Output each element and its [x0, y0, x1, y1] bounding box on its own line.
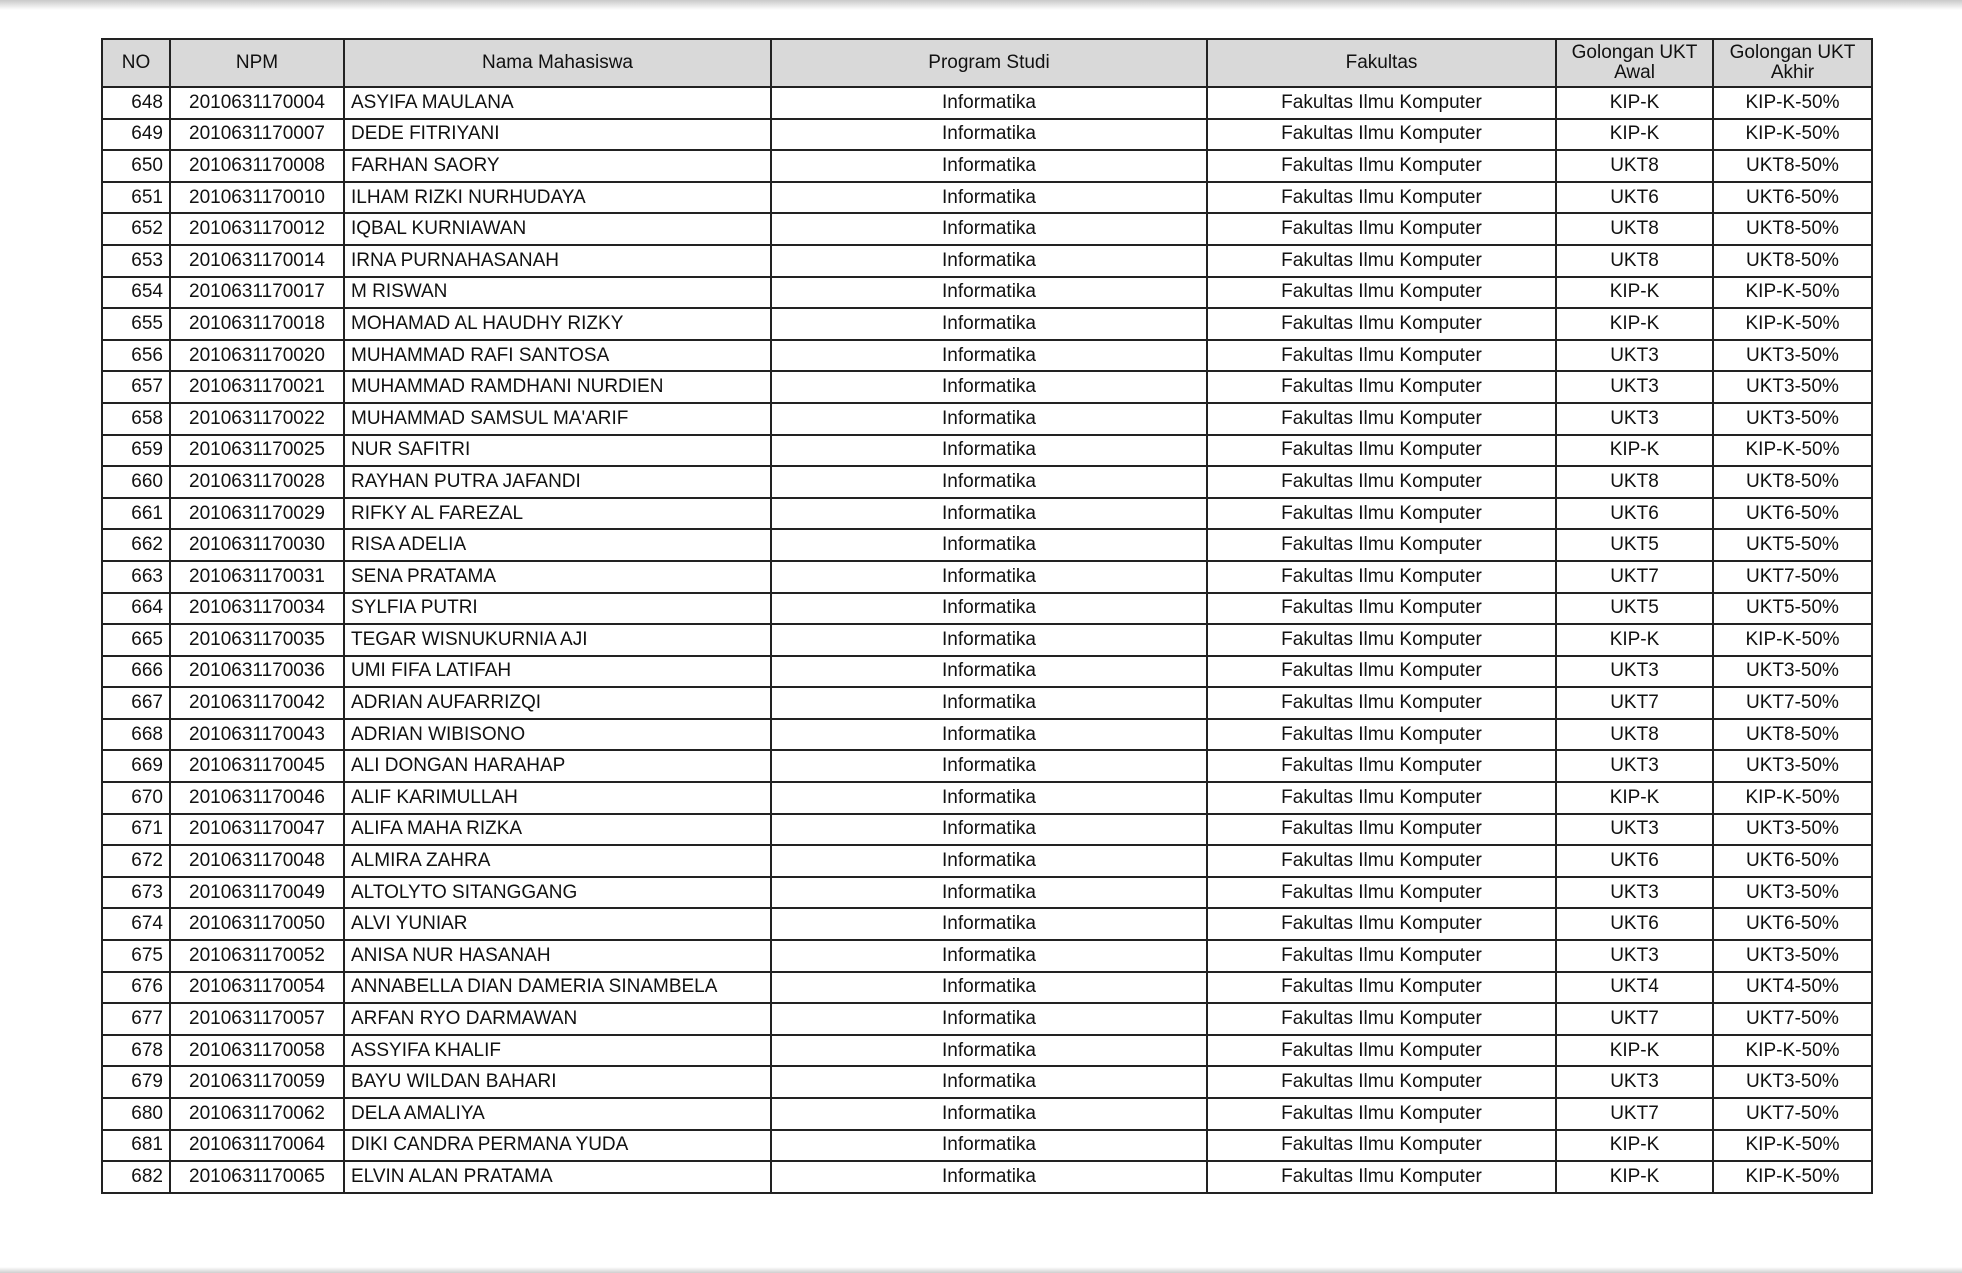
table-row [102, 940, 1872, 972]
cell-npm: 2010631170021 [170, 371, 344, 403]
table-body [102, 87, 1872, 1193]
cell-npm: 2010631170007 [170, 119, 344, 151]
header-nama-mahasiswa: Nama Mahasiswa [344, 39, 771, 87]
cell-nama-mahasiswa: ELVIN ALAN PRATAMA [344, 1161, 771, 1193]
cell-no: 668 [102, 719, 170, 751]
cell-no: 657 [102, 371, 170, 403]
cell-nama-mahasiswa: FARHAN SAORY [344, 150, 771, 182]
cell-program-studi: Informatika [771, 1161, 1207, 1193]
cell-fakultas: Fakultas Ilmu Komputer [1207, 877, 1556, 909]
cell-nama-mahasiswa: ANNABELLA DIAN DAMERIA SINAMBELA [344, 972, 771, 1004]
cell-npm: 2010631170050 [170, 908, 344, 940]
cell-golongan-ukt-akhir: UKT5-50% [1713, 593, 1872, 625]
cell-golongan-ukt-awal: UKT8 [1556, 719, 1713, 751]
cell-program-studi: Informatika [771, 87, 1207, 119]
cell-no: 681 [102, 1130, 170, 1162]
cell-fakultas: Fakultas Ilmu Komputer [1207, 593, 1556, 625]
table-header-row [102, 39, 1872, 87]
cell-nama-mahasiswa: ALIFA MAHA RIZKA [344, 814, 771, 846]
cell-golongan-ukt-akhir: UKT7-50% [1713, 1098, 1872, 1130]
cell-nama-mahasiswa: MUHAMMAD RAMDHANI NURDIEN [344, 371, 771, 403]
table-row [102, 782, 1872, 814]
cell-fakultas: Fakultas Ilmu Komputer [1207, 213, 1556, 245]
cell-npm: 2010631170035 [170, 624, 344, 656]
cell-golongan-ukt-akhir: UKT3-50% [1713, 403, 1872, 435]
cell-program-studi: Informatika [771, 119, 1207, 151]
cell-golongan-ukt-awal: KIP-K [1556, 782, 1713, 814]
cell-program-studi: Informatika [771, 277, 1207, 309]
cell-no: 665 [102, 624, 170, 656]
cell-nama-mahasiswa: IRNA PURNAHASANAH [344, 245, 771, 277]
cell-golongan-ukt-akhir: UKT4-50% [1713, 972, 1872, 1004]
cell-fakultas: Fakultas Ilmu Komputer [1207, 150, 1556, 182]
cell-golongan-ukt-awal: UKT4 [1556, 972, 1713, 1004]
cell-fakultas: Fakultas Ilmu Komputer [1207, 1035, 1556, 1067]
cell-golongan-ukt-akhir: KIP-K-50% [1713, 87, 1872, 119]
cell-golongan-ukt-awal: UKT3 [1556, 340, 1713, 372]
table-row [102, 245, 1872, 277]
table-row [102, 845, 1872, 877]
cell-no: 677 [102, 1003, 170, 1035]
cell-golongan-ukt-akhir: UKT8-50% [1713, 245, 1872, 277]
cell-program-studi: Informatika [771, 403, 1207, 435]
cell-fakultas: Fakultas Ilmu Komputer [1207, 687, 1556, 719]
cell-nama-mahasiswa: ALTOLYTO SITANGGANG [344, 877, 771, 909]
cell-fakultas: Fakultas Ilmu Komputer [1207, 277, 1556, 309]
cell-fakultas: Fakultas Ilmu Komputer [1207, 435, 1556, 467]
cell-fakultas: Fakultas Ilmu Komputer [1207, 1130, 1556, 1162]
cell-nama-mahasiswa: RAYHAN PUTRA JAFANDI [344, 466, 771, 498]
cell-fakultas: Fakultas Ilmu Komputer [1207, 1098, 1556, 1130]
cell-program-studi: Informatika [771, 213, 1207, 245]
cell-no: 659 [102, 435, 170, 467]
cell-golongan-ukt-awal: UKT3 [1556, 940, 1713, 972]
cell-npm: 2010631170043 [170, 719, 344, 751]
cell-npm: 2010631170031 [170, 561, 344, 593]
cell-golongan-ukt-akhir: UKT3-50% [1713, 814, 1872, 846]
cell-program-studi: Informatika [771, 593, 1207, 625]
header-no: NO [102, 39, 170, 87]
cell-golongan-ukt-akhir: UKT6-50% [1713, 498, 1872, 530]
cell-fakultas: Fakultas Ilmu Komputer [1207, 498, 1556, 530]
cell-golongan-ukt-awal: KIP-K [1556, 308, 1713, 340]
cell-golongan-ukt-akhir: UKT6-50% [1713, 182, 1872, 214]
cell-golongan-ukt-akhir: KIP-K-50% [1713, 1161, 1872, 1193]
cell-program-studi: Informatika [771, 940, 1207, 972]
cell-npm: 2010631170008 [170, 150, 344, 182]
cell-nama-mahasiswa: ALI DONGAN HARAHAP [344, 750, 771, 782]
cell-no: 669 [102, 750, 170, 782]
cell-fakultas: Fakultas Ilmu Komputer [1207, 1161, 1556, 1193]
cell-program-studi: Informatika [771, 435, 1207, 467]
cell-golongan-ukt-akhir: UKT3-50% [1713, 940, 1872, 972]
cell-program-studi: Informatika [771, 877, 1207, 909]
cell-golongan-ukt-akhir: KIP-K-50% [1713, 277, 1872, 309]
cell-npm: 2010631170014 [170, 245, 344, 277]
cell-golongan-ukt-awal: UKT7 [1556, 1003, 1713, 1035]
cell-program-studi: Informatika [771, 371, 1207, 403]
cell-fakultas: Fakultas Ilmu Komputer [1207, 656, 1556, 688]
cell-golongan-ukt-akhir: UKT8-50% [1713, 466, 1872, 498]
cell-nama-mahasiswa: MUHAMMAD RAFI SANTOSA [344, 340, 771, 372]
cell-golongan-ukt-awal: UKT8 [1556, 466, 1713, 498]
cell-npm: 2010631170064 [170, 1130, 344, 1162]
cell-npm: 2010631170022 [170, 403, 344, 435]
cell-no: 664 [102, 593, 170, 625]
cell-npm: 2010631170062 [170, 1098, 344, 1130]
cell-nama-mahasiswa: RIFKY AL FAREZAL [344, 498, 771, 530]
cell-program-studi: Informatika [771, 782, 1207, 814]
cell-fakultas: Fakultas Ilmu Komputer [1207, 1066, 1556, 1098]
cell-nama-mahasiswa: BAYU WILDAN BAHARI [344, 1066, 771, 1098]
cell-golongan-ukt-akhir: UKT8-50% [1713, 213, 1872, 245]
cell-program-studi: Informatika [771, 1098, 1207, 1130]
cell-golongan-ukt-awal: UKT3 [1556, 371, 1713, 403]
cell-golongan-ukt-awal: KIP-K [1556, 277, 1713, 309]
cell-program-studi: Informatika [771, 908, 1207, 940]
cell-npm: 2010631170004 [170, 87, 344, 119]
cell-golongan-ukt-akhir: UKT3-50% [1713, 750, 1872, 782]
cell-fakultas: Fakultas Ilmu Komputer [1207, 814, 1556, 846]
cell-fakultas: Fakultas Ilmu Komputer [1207, 466, 1556, 498]
cell-program-studi: Informatika [771, 466, 1207, 498]
cell-fakultas: Fakultas Ilmu Komputer [1207, 750, 1556, 782]
cell-npm: 2010631170047 [170, 814, 344, 846]
cell-golongan-ukt-awal: KIP-K [1556, 1130, 1713, 1162]
header-program-studi: Program Studi [771, 39, 1207, 87]
cell-no: 648 [102, 87, 170, 119]
cell-nama-mahasiswa: ALIF KARIMULLAH [344, 782, 771, 814]
cell-nama-mahasiswa: NUR SAFITRI [344, 435, 771, 467]
cell-fakultas: Fakultas Ilmu Komputer [1207, 972, 1556, 1004]
cell-npm: 2010631170052 [170, 940, 344, 972]
cell-no: 675 [102, 940, 170, 972]
cell-program-studi: Informatika [771, 182, 1207, 214]
header-fakultas: Fakultas [1207, 39, 1556, 87]
cell-npm: 2010631170017 [170, 277, 344, 309]
cell-program-studi: Informatika [771, 498, 1207, 530]
cell-no: 667 [102, 687, 170, 719]
table-row [102, 466, 1872, 498]
table-row [102, 719, 1872, 751]
cell-no: 678 [102, 1035, 170, 1067]
cell-no: 658 [102, 403, 170, 435]
cell-fakultas: Fakultas Ilmu Komputer [1207, 245, 1556, 277]
cell-npm: 2010631170054 [170, 972, 344, 1004]
cell-fakultas: Fakultas Ilmu Komputer [1207, 845, 1556, 877]
cell-golongan-ukt-akhir: KIP-K-50% [1713, 624, 1872, 656]
cell-golongan-ukt-akhir: UKT3-50% [1713, 656, 1872, 688]
cell-fakultas: Fakultas Ilmu Komputer [1207, 908, 1556, 940]
cell-no: 679 [102, 1066, 170, 1098]
cell-no: 655 [102, 308, 170, 340]
cell-program-studi: Informatika [771, 750, 1207, 782]
cell-npm: 2010631170030 [170, 529, 344, 561]
cell-program-studi: Informatika [771, 245, 1207, 277]
cell-golongan-ukt-awal: KIP-K [1556, 119, 1713, 151]
table-row [102, 877, 1872, 909]
cell-golongan-ukt-awal: UKT3 [1556, 750, 1713, 782]
cell-golongan-ukt-akhir: UKT8-50% [1713, 150, 1872, 182]
cell-no: 654 [102, 277, 170, 309]
cell-nama-mahasiswa: TEGAR WISNUKURNIA AJI [344, 624, 771, 656]
table-row [102, 687, 1872, 719]
table-row [102, 1035, 1872, 1067]
cell-golongan-ukt-akhir: UKT7-50% [1713, 1003, 1872, 1035]
cell-nama-mahasiswa: M RISWAN [344, 277, 771, 309]
cell-golongan-ukt-awal: UKT6 [1556, 845, 1713, 877]
cell-no: 656 [102, 340, 170, 372]
cell-golongan-ukt-akhir: UKT8-50% [1713, 719, 1872, 751]
cell-nama-mahasiswa: SENA PRATAMA [344, 561, 771, 593]
scan-edge-bottom [0, 1267, 1962, 1273]
cell-golongan-ukt-awal: UKT3 [1556, 656, 1713, 688]
table-row [102, 277, 1872, 309]
cell-golongan-ukt-awal: UKT7 [1556, 687, 1713, 719]
cell-program-studi: Informatika [771, 719, 1207, 751]
table-row [102, 403, 1872, 435]
cell-golongan-ukt-akhir: UKT5-50% [1713, 529, 1872, 561]
table-row [102, 529, 1872, 561]
cell-fakultas: Fakultas Ilmu Komputer [1207, 624, 1556, 656]
cell-npm: 2010631170012 [170, 213, 344, 245]
cell-nama-mahasiswa: ANISA NUR HASANAH [344, 940, 771, 972]
cell-no: 666 [102, 656, 170, 688]
table-row [102, 1098, 1872, 1130]
cell-golongan-ukt-awal: UKT6 [1556, 908, 1713, 940]
cell-nama-mahasiswa: MOHAMAD AL HAUDHY RIZKY [344, 308, 771, 340]
cell-nama-mahasiswa: ALVI YUNIAR [344, 908, 771, 940]
cell-npm: 2010631170025 [170, 435, 344, 467]
cell-fakultas: Fakultas Ilmu Komputer [1207, 719, 1556, 751]
cell-fakultas: Fakultas Ilmu Komputer [1207, 308, 1556, 340]
cell-npm: 2010631170057 [170, 1003, 344, 1035]
table-row [102, 972, 1872, 1004]
cell-nama-mahasiswa: SYLFIA PUTRI [344, 593, 771, 625]
cell-golongan-ukt-akhir: KIP-K-50% [1713, 782, 1872, 814]
cell-program-studi: Informatika [771, 1035, 1207, 1067]
cell-no: 670 [102, 782, 170, 814]
cell-npm: 2010631170049 [170, 877, 344, 909]
cell-nama-mahasiswa: UMI FIFA LATIFAH [344, 656, 771, 688]
cell-golongan-ukt-akhir: UKT3-50% [1713, 371, 1872, 403]
cell-program-studi: Informatika [771, 1066, 1207, 1098]
cell-golongan-ukt-akhir: UKT6-50% [1713, 845, 1872, 877]
cell-nama-mahasiswa: ARFAN RYO DARMAWAN [344, 1003, 771, 1035]
table-row [102, 908, 1872, 940]
cell-no: 680 [102, 1098, 170, 1130]
cell-golongan-ukt-awal: UKT3 [1556, 877, 1713, 909]
cell-golongan-ukt-akhir: KIP-K-50% [1713, 1035, 1872, 1067]
cell-golongan-ukt-akhir: KIP-K-50% [1713, 1130, 1872, 1162]
header-golongan-ukt-akhir: Golongan UKT Akhir [1713, 39, 1872, 87]
cell-no: 649 [102, 119, 170, 151]
table-row [102, 119, 1872, 151]
cell-golongan-ukt-awal: UKT3 [1556, 814, 1713, 846]
cell-no: 650 [102, 150, 170, 182]
table-row [102, 814, 1872, 846]
cell-golongan-ukt-awal: UKT6 [1556, 498, 1713, 530]
cell-golongan-ukt-akhir: KIP-K-50% [1713, 435, 1872, 467]
cell-fakultas: Fakultas Ilmu Komputer [1207, 561, 1556, 593]
cell-npm: 2010631170036 [170, 656, 344, 688]
cell-no: 662 [102, 529, 170, 561]
cell-program-studi: Informatika [771, 687, 1207, 719]
cell-program-studi: Informatika [771, 150, 1207, 182]
cell-nama-mahasiswa: ADRIAN AUFARRIZQI [344, 687, 771, 719]
cell-golongan-ukt-awal: UKT5 [1556, 593, 1713, 625]
cell-golongan-ukt-awal: KIP-K [1556, 1161, 1713, 1193]
cell-no: 682 [102, 1161, 170, 1193]
cell-golongan-ukt-awal: KIP-K [1556, 1035, 1713, 1067]
table-row [102, 340, 1872, 372]
cell-nama-mahasiswa: DELA AMALIYA [344, 1098, 771, 1130]
cell-fakultas: Fakultas Ilmu Komputer [1207, 529, 1556, 561]
student-ukt-table [101, 38, 1873, 1194]
cell-program-studi: Informatika [771, 1003, 1207, 1035]
cell-nama-mahasiswa: IQBAL KURNIAWAN [344, 213, 771, 245]
cell-npm: 2010631170020 [170, 340, 344, 372]
table-row [102, 656, 1872, 688]
cell-golongan-ukt-awal: UKT7 [1556, 1098, 1713, 1130]
table-row [102, 1130, 1872, 1162]
table-row [102, 750, 1872, 782]
cell-program-studi: Informatika [771, 972, 1207, 1004]
cell-nama-mahasiswa: ADRIAN WIBISONO [344, 719, 771, 751]
table-row [102, 624, 1872, 656]
cell-npm: 2010631170028 [170, 466, 344, 498]
cell-program-studi: Informatika [771, 340, 1207, 372]
cell-program-studi: Informatika [771, 308, 1207, 340]
table-row [102, 1066, 1872, 1098]
table-row [102, 150, 1872, 182]
cell-program-studi: Informatika [771, 529, 1207, 561]
cell-nama-mahasiswa: ILHAM RIZKI NURHUDAYA [344, 182, 771, 214]
cell-npm: 2010631170058 [170, 1035, 344, 1067]
cell-npm: 2010631170045 [170, 750, 344, 782]
cell-no: 672 [102, 845, 170, 877]
cell-npm: 2010631170042 [170, 687, 344, 719]
header-golongan-ukt-awal: Golongan UKT Awal [1556, 39, 1713, 87]
cell-golongan-ukt-akhir: UKT3-50% [1713, 877, 1872, 909]
cell-no: 660 [102, 466, 170, 498]
table-row [102, 87, 1872, 119]
cell-fakultas: Fakultas Ilmu Komputer [1207, 182, 1556, 214]
table-row [102, 308, 1872, 340]
cell-golongan-ukt-akhir: UKT3-50% [1713, 1066, 1872, 1098]
cell-golongan-ukt-awal: KIP-K [1556, 624, 1713, 656]
cell-golongan-ukt-akhir: UKT3-50% [1713, 340, 1872, 372]
cell-golongan-ukt-awal: UKT7 [1556, 561, 1713, 593]
cell-golongan-ukt-akhir: KIP-K-50% [1713, 119, 1872, 151]
cell-fakultas: Fakultas Ilmu Komputer [1207, 403, 1556, 435]
cell-npm: 2010631170010 [170, 182, 344, 214]
cell-golongan-ukt-akhir: UKT7-50% [1713, 687, 1872, 719]
header-npm: NPM [170, 39, 344, 87]
cell-golongan-ukt-akhir: KIP-K-50% [1713, 308, 1872, 340]
cell-golongan-ukt-awal: UKT3 [1556, 403, 1713, 435]
cell-npm: 2010631170065 [170, 1161, 344, 1193]
cell-program-studi: Informatika [771, 845, 1207, 877]
cell-fakultas: Fakultas Ilmu Komputer [1207, 940, 1556, 972]
cell-fakultas: Fakultas Ilmu Komputer [1207, 87, 1556, 119]
table-row [102, 371, 1872, 403]
cell-npm: 2010631170034 [170, 593, 344, 625]
cell-program-studi: Informatika [771, 656, 1207, 688]
cell-no: 673 [102, 877, 170, 909]
cell-nama-mahasiswa: RISA ADELIA [344, 529, 771, 561]
cell-no: 661 [102, 498, 170, 530]
cell-no: 674 [102, 908, 170, 940]
cell-npm: 2010631170029 [170, 498, 344, 530]
cell-npm: 2010631170059 [170, 1066, 344, 1098]
cell-golongan-ukt-akhir: UKT7-50% [1713, 561, 1872, 593]
cell-golongan-ukt-awal: KIP-K [1556, 435, 1713, 467]
cell-fakultas: Fakultas Ilmu Komputer [1207, 371, 1556, 403]
cell-npm: 2010631170046 [170, 782, 344, 814]
cell-golongan-ukt-awal: UKT3 [1556, 1066, 1713, 1098]
cell-golongan-ukt-awal: UKT8 [1556, 245, 1713, 277]
cell-fakultas: Fakultas Ilmu Komputer [1207, 119, 1556, 151]
cell-no: 651 [102, 182, 170, 214]
cell-nama-mahasiswa: ALMIRA ZAHRA [344, 845, 771, 877]
cell-no: 653 [102, 245, 170, 277]
cell-golongan-ukt-awal: UKT5 [1556, 529, 1713, 561]
cell-nama-mahasiswa: DIKI CANDRA PERMANA YUDA [344, 1130, 771, 1162]
cell-npm: 2010631170018 [170, 308, 344, 340]
cell-no: 676 [102, 972, 170, 1004]
cell-golongan-ukt-awal: UKT6 [1556, 182, 1713, 214]
cell-fakultas: Fakultas Ilmu Komputer [1207, 782, 1556, 814]
cell-golongan-ukt-awal: UKT8 [1556, 150, 1713, 182]
cell-no: 652 [102, 213, 170, 245]
table-row [102, 213, 1872, 245]
cell-golongan-ukt-awal: UKT8 [1556, 213, 1713, 245]
table-row [102, 593, 1872, 625]
cell-nama-mahasiswa: ASSYIFA KHALIF [344, 1035, 771, 1067]
table-row [102, 1003, 1872, 1035]
cell-program-studi: Informatika [771, 814, 1207, 846]
table-row [102, 561, 1872, 593]
table-row [102, 498, 1872, 530]
cell-no: 671 [102, 814, 170, 846]
cell-golongan-ukt-awal: KIP-K [1556, 87, 1713, 119]
cell-program-studi: Informatika [771, 624, 1207, 656]
table-row [102, 182, 1872, 214]
cell-fakultas: Fakultas Ilmu Komputer [1207, 1003, 1556, 1035]
cell-npm: 2010631170048 [170, 845, 344, 877]
cell-golongan-ukt-akhir: UKT6-50% [1713, 908, 1872, 940]
cell-program-studi: Informatika [771, 1130, 1207, 1162]
cell-nama-mahasiswa: ASYIFA MAULANA [344, 87, 771, 119]
cell-no: 663 [102, 561, 170, 593]
table-row [102, 1161, 1872, 1193]
cell-fakultas: Fakultas Ilmu Komputer [1207, 340, 1556, 372]
cell-program-studi: Informatika [771, 561, 1207, 593]
scan-edge-top [0, 0, 1962, 10]
cell-nama-mahasiswa: DEDE FITRIYANI [344, 119, 771, 151]
cell-nama-mahasiswa: MUHAMMAD SAMSUL MA'ARIF [344, 403, 771, 435]
table-row [102, 435, 1872, 467]
